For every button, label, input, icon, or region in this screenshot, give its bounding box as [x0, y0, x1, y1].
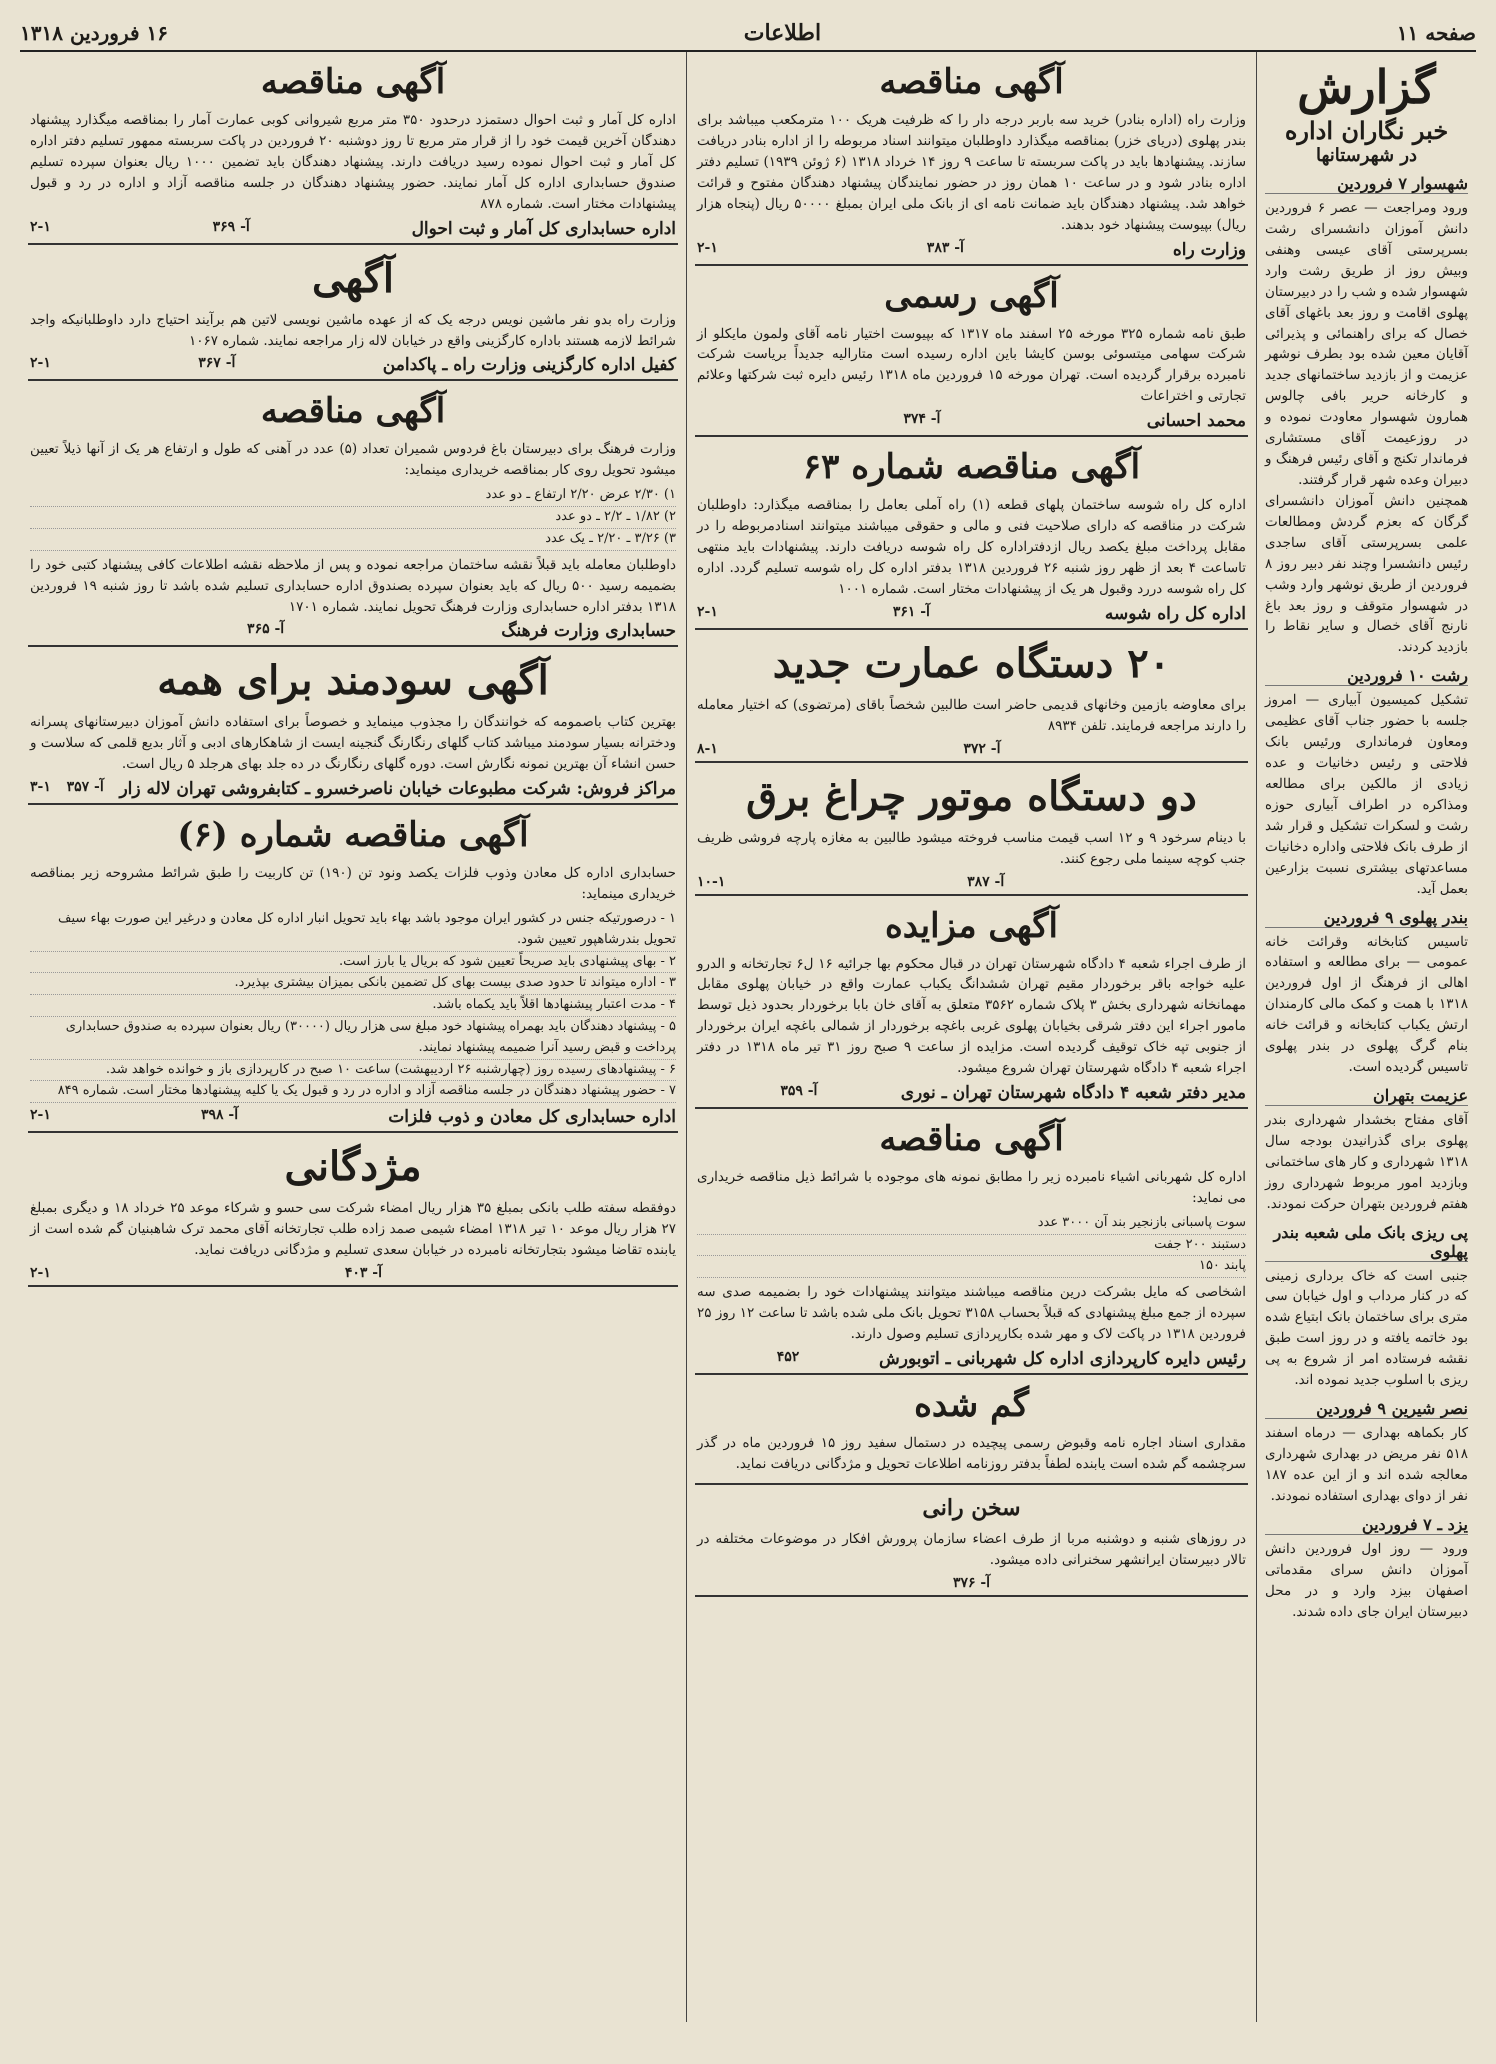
ad-headline: مژدگانی — [284, 1143, 422, 1191]
ad-item: ۳) ۳/۲۶ ـ ۲/۲۰ ـ یک عدد — [30, 529, 676, 551]
ad-footer — [697, 874, 1246, 890]
ad-signature: وزارت راه — [1172, 239, 1246, 260]
report-section — [1265, 908, 1468, 1078]
ad-headline: سخن رانی — [922, 1494, 1021, 1521]
ad-box — [695, 437, 1248, 630]
ad-box — [695, 896, 1248, 1110]
ad-reference: آ- ۳۷۶ — [952, 1574, 991, 1591]
ad-body: اداره کل راه شوسه ساختمان پلهای قطعه (۱) راه آملی بعامل را بمناقصه میگذارد: داوطلبان شرکت در مناقصه که دارای صلاحیت فنی و مالی و حقوقی میباشند میتوانند اسنادمربوطه را در مقابل پرداخت مبلغ یکصد ریال ازدفتراداره کل راه شوسه دریافت دارند. پیشنهادات باید منتهی تاساعت ۴ بعد از ظهر روز شنبه ۲۶ فروردین ۱۳۱۸ بدفتر اداره کل راه شوسه تسلیم گردد. اداره کل راه شوسه دررد وقبول هر یک از پیشنهادات مختار است. شماره ۱۰۰۱ — [697, 497, 1247, 597]
ad-signature: مراکز فروش: شرکت مطبوعات خیابان ناصرخسرو ـ کتابفروشی تهران لاله زار — [119, 779, 676, 800]
ad-number: ۱۰-۱ — [697, 873, 726, 890]
ad-headline: دو دستگاه موتور چراغ برق — [746, 772, 1197, 820]
report-section — [1265, 1515, 1468, 1623]
ad-reference: آ- ۳۶۵ — [247, 621, 285, 638]
ad-headline: آگهی مناقصه شماره ۶۳ — [802, 447, 1141, 488]
ad-box — [695, 763, 1248, 896]
ad-footer — [30, 779, 676, 799]
report-body: ورود ومراجعت — عصر ۶ فروردین دانش آموزان دانشسرای رشت بسرپرستی آقای عیسی وهنفی وبیش روز از طریق رشت وارد شهسوار شده و شب را در دبیرستان پهلوی اقامت و روز بعد باغهای آقای خصال که برای راهنمائی و پذیرائی آقایان معین شده بود بطرف نوشهر عزیمت و از بازدید ساختمانهای جدید و کارخانه حریر بافی چالوس همارون شهسوار معاودت نموده و در روزعیمت آقای مستشاری فرماندار تکنج و آقای رئیس فرهنگ و دبیران وعده شهر قرار گرفتند. — [1265, 200, 1469, 488]
masthead — [20, 16, 1476, 52]
ad-item: پابند ۱۵۰ — [697, 1256, 1246, 1278]
ad-box — [28, 647, 678, 805]
ad-footer — [30, 1265, 676, 1281]
ad-signature: رئیس دایره کارپردازی اداره کل شهربانی ـ اتوبورش — [879, 1349, 1246, 1370]
ad-headline: آگهی مناقصه — [879, 62, 1064, 102]
ad-item: ۷ - حضور پیشنهاد دهندگان در جلسه مناقصه آزاد و اداره در رد و قبول یک یا کلیه پیشنهادها مختار است. شماره ۸۴۹ — [30, 1081, 676, 1103]
report-body: آقای مفتاح بخشدار شهرداری بندر پهلوی برای گذرانیدن بودجه سال ۱۳۱۸ شهرداری و کار های ساختمانی وبازدید امور مربوط شهرداری روز هفتم فروردین بتهران حرکت نمودند. — [1265, 1111, 1468, 1212]
ad-number: ۲-۱ — [697, 603, 718, 620]
ad-footer — [30, 219, 676, 239]
ad-reference: آ- ۳۷۴ — [903, 411, 941, 428]
ad-body: وزارت راه (اداره بنادر) خرید سه باربر درجه دار را که ظرفیت هریک ۱۰۰ مترمکعب میباشد برای بندر پهلوی (دریای خزر) بمناقصه میگذارد داوطلبان میتوانند اسناد مربوطه را از اداره بنادر دریافت سازند. پیشنهادها باید در پاکت سربسته تا ساعت ۹ روز ۱۴ خرداد ۱۳۱۸ (۶ ژوئن ۱۹۳۹) تسلیم دفتر اداره بنادر شود و در ساعت ۱۰ همان روز در حضور نمایندگان پیشنهاد دهندگان مفتوح و قرائت خواهد شد. پیشنهاد دهندگان باید ضمانت نامه ای از بانک ملی ایران بمبلغ ۵۰۰۰۰ ریال (پنجاه هزار ریال) بپیوست پیشنهاد خود بدهند. — [697, 112, 1247, 233]
ad-item: ۴ - مدت اعتبار پیشنهادها اقلاً باید یکماه باشد. — [30, 995, 676, 1017]
ad-headline: ۲۰ دستگاه عمارت جدید — [772, 639, 1171, 687]
ad-footer — [697, 240, 1246, 260]
ad-number: ۳-۱ — [30, 779, 51, 796]
report-heading: پی ریزی بانک ملی شعبه بندر پهلوی — [1265, 1223, 1468, 1262]
report-heading: شهسوار ۷ فروردین — [1265, 174, 1468, 194]
report-body: تشکیل کمیسیون آبیاری — امروز جلسه با حضور جناب آقای عظیمی ومعاون فرمانداری ورئیس بانک فلاحتی و رئیس دخانیات و عده زیادی از مالکین برای مطالعه ومذاکره در اطراف آبیاری حوزه رشت و لسکرات تشکیل و قرار شد از طرف بانک فلاحتی واداره دخانیات مساعدتهای بیشتری نسبت بزارعین بعمل آید. — [1265, 692, 1468, 897]
ad-signature: مدیر دفتر شعبه ۴ دادگاه شهرستان تهران ـ نوری — [900, 1083, 1246, 1104]
ad-number: ۲-۱ — [30, 1107, 51, 1124]
ad-body: حسابداری اداره کل معادن وذوب فلزات یکصد ونود تن (۱۹۰) تن کاربیت را طبق شرائط مشروحه زیر بمناقصه خریداری مینماید: — [30, 865, 676, 903]
report-section — [1265, 491, 1468, 658]
ad-footer — [697, 604, 1246, 624]
ad-box — [695, 630, 1248, 763]
ad-headline: آگهی مناقصه — [260, 62, 446, 102]
ad-item: ۳ - اداره میتواند تا حدود صدی بیست بهای کل تضمین بانکی بمیزان بیشتری بپذیرد. — [30, 973, 676, 995]
ad-body-continued: اشخاصی که مایل بشرکت درین مناقصه میباشند میتوانند پیشنهادات خود را بضمیمه صدی سه سپرده از جمع مبلغ پیشنهادی که قبلاً بحساب ۳۱۵۸ تحویل بانک ملی شده باشد تا ساعت ۱۲ روز ۲۵ فروردین ۱۳۱۸ در پاکت لاک و مهر شده بکارپردازی تسلیم وصول دارند. — [697, 1284, 1246, 1343]
report-section — [1265, 666, 1468, 899]
newspaper-page — [20, 16, 1476, 2032]
report-heading: عزیمت بتهران — [1265, 1086, 1468, 1106]
ad-box — [695, 1109, 1248, 1375]
ad-signature: حسابداری وزارت فرهنگ — [501, 621, 676, 642]
ad-box — [695, 266, 1248, 438]
ad-item: دستبند ۲۰۰ جفت — [697, 1235, 1246, 1257]
ad-reference: آ- ۳۷۲ — [963, 740, 1001, 757]
ad-headline: آگهی سودمند برای همه — [157, 657, 549, 705]
ad-footer — [697, 1083, 1246, 1103]
ad-footer — [697, 741, 1246, 757]
ad-number: ۸-۱ — [697, 740, 718, 757]
ad-signature: محمد احسانی — [1146, 411, 1246, 432]
ad-body: برای معاوضه بازمین وخانهای قدیمی حاضر است طالبین شخصاً باقای (مرتضوی) که اختیار معامله را دارند مراجعه فرمایند. تلفن ۸۹۳۴ — [697, 696, 1246, 734]
ad-item-list — [30, 909, 676, 1103]
report-body: کار بکماهه بهداری — درماه اسفند ۵۱۸ نفر مریض در بهداری شهرداری معالجه شده اند و از این عده ۱۸۷ نفر از دوای بهداری استفاده نمودند. — [1265, 1425, 1468, 1504]
ad-footer — [30, 621, 676, 641]
ad-footer — [697, 411, 1246, 431]
ad-reference: آ- ۳۵۹ — [780, 1083, 818, 1100]
ad-signature: کفیل اداره کارگزینی وزارت راه ـ پاکدامن — [382, 355, 676, 376]
ad-number: ۲-۱ — [697, 239, 718, 256]
ad-box — [695, 1485, 1248, 1597]
ad-number: ۲-۱ — [30, 218, 51, 235]
ad-headline: آگهی رسمی — [884, 275, 1059, 316]
ad-headline: آگهی مناقصه شماره (۶) — [177, 815, 529, 856]
ad-item: ۲) ۱/۸۲ ـ ۲/۲ ـ دو عدد — [30, 507, 676, 529]
report-section — [1265, 174, 1468, 491]
ad-body: بهترین کتاب باصمومه که خوانندگان را مجذوب مینماید و خصوصاً برای استفاده دانش آموزان دبیرستانهای پسرانه ودخترانه بسیار سودمند میباشد کتاب گلهای رنگارنگ گنجینه ایست از شاهکارهای ادبی و آثار بدیع قلمی که سلاست و حسن انشاء آن بهترین نمونه نگارش است. دوره گلهای رنگارنگ در ده جلد بهای هرجلد ۵ ریال است. — [30, 714, 676, 773]
ad-reference: آ- ۳۶۱ — [892, 603, 930, 620]
ad-body: اداره کل آمار و ثبت احوال دستمزد درحدود ۳۵۰ متر مربع شیروانی کوبی عمارت آمار را بمناقصه میگذارد پیشنهاد دهندگان آخرین قیمت خود را از قرار متر مربع تا روز دوشنبه ۲۰ فروردین در پاکت سربسته ممهور تسلیم دفتر اداره کل آمار و ثبت احوال نموده رسید دریافت دارند. پیشنهاد دهندگان باید تضمین ۱۰۰۰ ریال بعنوان سپرده تسلیم صندوق حسابداری اداره کل آمار نمایند. حضور پیشنهاد دهندگان در جلسه مناقصه آزاد و اداره در رد و قبول پیشنهادات مختار است. شماره ۸۷۸ — [30, 112, 677, 212]
report-heading: رشت ۱۰ فروردین — [1265, 666, 1468, 686]
ad-item: ۱ - درصورتیکه جنس در کشور ایران موجود باشد بهاء باید تحویل انبار اداره کل معادن و درغیر این صورت بهاء سیف تحویل بندرشاهپور تعیین شود. — [30, 909, 676, 952]
report-body: تاسیس کتابخانه وقرائت خانه عمومی — برای مطالعه و استفاده اهالی از فرهنگ از اول فروردین ۱۳۱۸ با همت و کمک مالی کارمندان ارتش یکباب کتابخانه و قرائت خانه بنام گرگ پهلوی در بندر پهلوی تاسیس گردیده است. — [1265, 933, 1468, 1076]
ad-headline: آگهی مناقصه — [260, 391, 446, 432]
report-section — [1265, 1223, 1468, 1392]
ad-body-continued: داوطلبان معامله باید قبلاً نقشه ساختمان مراجعه نموده و پس از ملاحظه نقشه اطلاعات کافی پیشنهاد کتبی خود را بضمیمه رسید ۵۰۰ ریال که باید بعنوان سپرده بصندوق اداره حسابداری تسلیم شده باشد تا روز شنبه ۱۹ فروردین ۱۳۱۸ بدفتر اداره حسابداری وزارت فرهنگ تحویل نمایند. شماره ۱۷۰۱ — [30, 556, 676, 615]
report-heading: بندر پهلوی ۹ فروردین — [1265, 908, 1468, 928]
paper-name: اطلاعات — [743, 20, 822, 46]
ad-signature: اداره حسابداری کل آمار و ثبت احوال — [411, 218, 676, 239]
report-body: همچنین دانش آموزان دانشسرای گرگان که بعزم گردش ومطالعات علمی بسرپرستی آقای ساجدی رئیس دانشسرا وچند نفر دبیر روز ۸ فروردین از طریق نوشهر وارد وشب در شهسوار متوقف و روز بعد باغ نارنج آقای خصال و سایر نقاط را بازدید کردند. — [1265, 492, 1468, 656]
ad-body: مقداری اسناد اجاره نامه وقبوض رسمی پیچیده در دستمال سفید روز ۱۵ فروردین ماه در گذر سرچشمه گم شده است یابنده لطفاً بدفتر روزنامه اطلاعات تحویل و مژدگانی دریافت نماید. — [697, 1435, 1246, 1472]
ad-body: از طرف اجراء شعبه ۴ دادگاه شهرستان تهران در قبال محکوم بها جرائیه ۱۶ ل۶ تجارتخانه و الدرو علیه خواجه باقر برخوردار مقیم تهران ششدانگ یکباب عمارت واقع در خیابان پهلوی مقابل مهمانخانه شهرداری بخش ۳ پلاک شماره ۳۵۶۲ متعلق به آقای خان بابا برخوردار بحدود ذیل توسط مامور اجراء این دفتر شرقی بخیابان پهلوی غربی باغچه برخوردار از شمالی باغچه ایران برخوردار از جنوبی تپه خاک توقیف گردیده است. مزایده از ساعت ۹ صبح روز ۳۱ تیر ماه ۱۳۱۸ در دفتر اجراء شعبه ۴ دادگاه شهرستان تهران شروع میشود. — [697, 955, 1247, 1077]
ad-footer — [697, 1349, 1246, 1369]
ad-signature: اداره کل راه شوسه — [1104, 603, 1246, 624]
ad-box — [28, 805, 678, 1133]
ad-body: طبق نامه شماره ۳۲۵ مورخه ۲۵ اسفند ماه ۱۳۱۷ که بپیوست اختیار نامه آقای ولمون مایکلو از شرکت سهامی میتسوئی بوسن کایشا باین اداره رسیده است متارالیه جدیداً بریاست شرکت نامبرده برقرار گردیده است. تهران مورخه ۱۵ فروردین ماه ۱۳۱۸ رئیس دایره ثبت شرکتها وعلائم تجارتی و اختراعات — [697, 325, 1247, 405]
ad-reference: آ- ۳۸۷ — [967, 873, 1005, 890]
page-number: صفحه ۱۱ — [1396, 21, 1476, 45]
report-heading: یزد ـ ۷ فروردین — [1265, 1515, 1468, 1535]
ad-reference: آ- ۳۵۷ — [66, 779, 104, 796]
ad-item: ۵ - پیشنهاد دهندگان باید بهمراه پیشنهاد خود مبلغ سی هزار ریال (۳۰۰۰۰) ریال بعنوان سپرده به صندوق حسابداری پرداخت و قبض رسید آنرا ضمیمه پیشنهاد نمایند. — [30, 1017, 676, 1060]
ad-reference: آ- ۴۰۳ — [344, 1265, 382, 1281]
report-heading: نصر شیرین ۹ فروردین — [1265, 1399, 1468, 1419]
report-section — [1265, 1086, 1468, 1215]
ad-box — [695, 52, 1248, 266]
ad-item: ۶ - پیشنهادهای رسیده روز (چهارشنبه ۲۶ اردیبهشت) ساعت ۱۰ صبح در کارپردازی باز و خوانده خواهد شد. — [30, 1060, 676, 1082]
ad-number: ۲-۱ — [30, 355, 51, 372]
ad-item: ۱) ۲/۳۰ عرض ۲/۲۰ ارتفاع ـ دو عدد — [30, 485, 676, 507]
ad-headline: آگهی مزایده — [884, 905, 1059, 946]
left-ads-column — [20, 52, 686, 2022]
ad-item-list — [697, 1213, 1246, 1278]
ad-reference: آ- ۳۶۹ — [212, 218, 250, 235]
ad-box — [28, 381, 678, 647]
ad-headline: آگهی — [312, 254, 394, 302]
ad-headline: آگهی مناقصه — [879, 1119, 1064, 1160]
report-body: ورود — روز اول فروردین دانش آموزان دانش سرای مقدماتی اصفهان بیزد وارد و در محل دبیرستان ایران جای داده شدند. — [1265, 1540, 1468, 1620]
ad-body: در روزهای شنبه و دوشنبه مربا از طرف اعضاء سازمان پرورش افکار در موضوعات مختلفه در تالار دبیرستان ایرانشهر سخنرانی داده میشود. — [697, 1530, 1246, 1568]
ad-signature: اداره حسابداری کل معادن و ذوب فلزات — [388, 1107, 676, 1128]
ad-body: وزارت راه بدو نفر ماشین نویس درجه یک که از عهده ماشین نویسی لاتین هم برآیند احتیاج دارد داوطلبانیکه واجد شرائط لازمه هستند باداره کارگزینی واقع در خیابان لاله زار مراجعه نمایند. شماره ۱۰۶۷ — [30, 311, 676, 349]
reports-location: در شهرستانها — [1315, 145, 1418, 166]
ad-item: ۲ - بهای پیشنهادی باید صریحاً تعیین شود که بریال یا بارز است. — [30, 952, 676, 974]
ad-footer — [30, 1107, 676, 1127]
reports-header — [1265, 60, 1468, 166]
ad-body: دوفقطه سفته طلب بانکی بمبلغ ۳۵ هزار ریال امضاء شرکت سی حسو و شرکاء موعد ۲۵ خرداد ۱۸ و دیگری بمبلغ ۲۷ هزار ریال موعد ۱۰ تیر ۱۳۱۸ امضاء شیمی صمد زاده طلب تجارتخانه آقای محمد ترک شاهبنیان گم شده است از یابنده تقاضا میشود بتجارتخانه نامبرده در خیابان سعدی تسلیم و مژدگانی دریافت نماید. — [30, 1200, 676, 1259]
middle-ads-column — [686, 52, 1256, 2022]
ad-box — [28, 1133, 678, 1287]
issue-date: ۱۶ فروردین ۱۳۱۸ — [20, 21, 169, 45]
reports-column — [1256, 52, 1476, 2022]
reports-subtitle: خبر نگاران اداره — [1284, 116, 1449, 145]
reports-title: گزارش — [1297, 60, 1436, 114]
ad-footer — [697, 1575, 1246, 1591]
ad-number: ۲-۱ — [30, 1265, 51, 1281]
ad-item: سوت پاسبانی بازنجیر بند آن ۳۰۰۰ عدد — [697, 1213, 1246, 1235]
report-body: جنبی است که خاک برداری زمینی که در کنار مرداب و اول خیابان سی متری برای ساختمان بانک ابتیاع شده بود خاتمه یافته و در روز است طبق نقشه فرستاده امر از شروع به پی ریزی با اسلوب جدید نموده اند. — [1265, 1267, 1468, 1389]
ad-box — [28, 52, 678, 245]
report-section — [1265, 1399, 1468, 1507]
ad-box — [695, 1375, 1248, 1485]
ad-footer — [30, 355, 676, 375]
ad-item-list — [30, 485, 676, 550]
ad-body: وزارت فرهنگ برای دبیرستان باغ فردوس شمیران تعداد (۵) عدد در آهنی که طول و ارتفاع هر یک از آنها ذیلاً تعیین میشود تحویل روی کار بمناقصه خریداری مینماید: — [30, 441, 676, 479]
ad-body: با دینام سرخود ۹ و ۱۲ اسب قیمت مناسب فروخته میشود طالبین به مغازه پارچه فروشی ظریف جنب کوچه سینما ملی رجوع کنند. — [697, 829, 1247, 867]
ad-reference: آ- ۳۶۷ — [198, 355, 236, 372]
ad-body: اداره کل شهربانی اشیاء نامبرده زیر را مطابق نمونه های موجوده با شرائط ذیل مناقصه خریداری می نماید: — [697, 1169, 1246, 1206]
ad-headline: گم شده — [914, 1385, 1029, 1426]
ad-reference: آ- ۳۹۸ — [200, 1107, 239, 1124]
ad-box — [28, 245, 678, 382]
ad-reference: ۴۵۲ — [776, 1349, 800, 1366]
ad-reference: آ- ۳۸۳ — [926, 239, 964, 256]
